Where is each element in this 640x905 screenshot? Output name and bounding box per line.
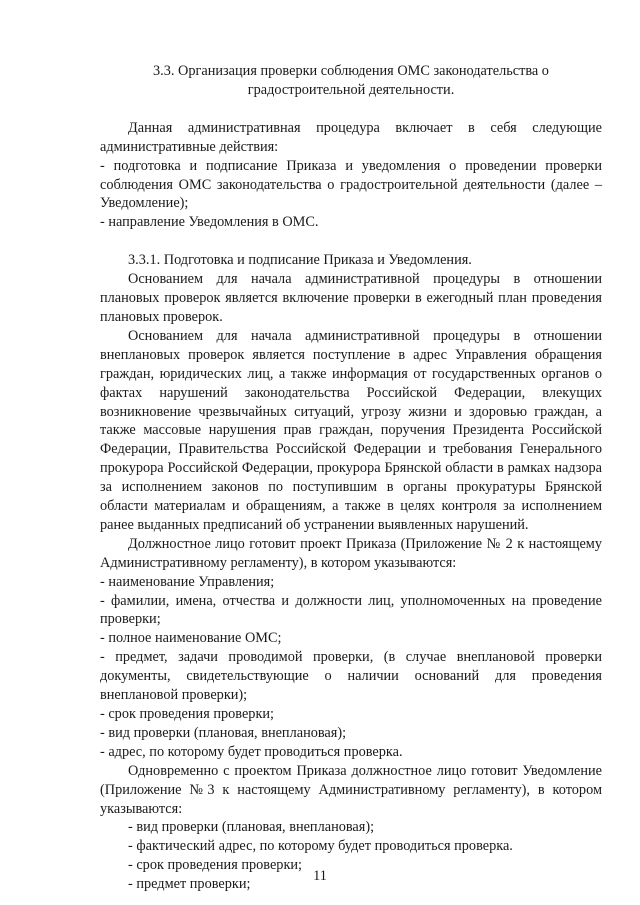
spacer: [100, 232, 602, 251]
intro-item: - направление Уведомления в ОМС.: [100, 214, 319, 231]
notice-list-item: - срок проведения проверки;: [128, 857, 303, 874]
notice-list-item: - предмет проверки;: [128, 876, 251, 893]
order-list-item: - срок проведения проверки;: [100, 706, 275, 722]
order-list-item: - предмет, задачи проводимой проверки, (в случае внеплановой проверки документы, свидетельствующие о наличии оснований для проведения внеплановой проверки);: [100, 649, 602, 704]
document-page: [100, 62, 602, 894]
notice-paragraph: Одновременно с проектом Приказа должностное лицо готовит Уведомление (Приложение №3 к настоящему Административному регламенту), в котором указываются:: [100, 762, 602, 817]
order-list-item: - наименование Управления;: [100, 573, 275, 590]
notice-list-item: - фактический адрес, по которому будет проводиться проверка.: [128, 838, 513, 855]
intro-paragraph: Данная административная процедура включает в себя следующие административные действия:: [100, 119, 602, 155]
body-paragraph: Основанием для начала административной процедуры в отношении плановых проверок является включение проверки в ежегодный план проведения плановых проверок.: [100, 271, 602, 325]
page-number: 11: [313, 868, 327, 884]
order-list-item: - вид проверки (плановая, внеплановая);: [100, 724, 347, 741]
intro-item: - подготовка и подписание Приказа и уведомления о проведении проверки соблюдения ОМС законодательства о градостроительной деятельности (далее – Уведомление);: [100, 157, 602, 212]
order-list-item: - полное наименование ОМС;: [100, 630, 282, 647]
subsection-heading: 3.3.1. Подготовка и подписание Приказа и Уведомления.: [128, 252, 472, 269]
body-paragraph: Должностное лицо готовит проект Приказа (Приложение № 2 к настоящему Административному регламенту), в котором указываются:: [100, 535, 602, 571]
order-list-item: - адрес, по которому будет проводиться проверка.: [100, 743, 403, 760]
order-list-item: - фамилии, имена, отчества и должности лиц, уполномоченных на проведение проверки;: [100, 592, 602, 628]
section-heading: 3.3. Организация проверки соблюдения ОМС законодательства о градостроительной деятельности.: [153, 63, 549, 98]
body-paragraph: Основанием для начала административной процедуры в отношении внеплановых проверок является поступление в адрес Управления обращения граждан, юридических лиц, а также информация от государственных органов о фактах нарушений законодательства Российской Федерации, влекущих возникновение чрезвычайных ситуаций, угрозу жизни и здоровью граждан, а также массовые нарушения прав граждан, поручения Президента Российской Федерации, Правительства Российской Федерации и требования Генерального прокурора Российской Федерации, прокурора Брянской области в рамках надзора за исполнением законов по поступившим в органы прокуратуры Брянской области материалам и обращениям, а также в целях контроля за исполнением ранее выданных предписаний об устранении выявленных нарушений.: [100, 327, 602, 533]
notice-list-item: - вид проверки (плановая, внеплановая);: [128, 819, 375, 836]
